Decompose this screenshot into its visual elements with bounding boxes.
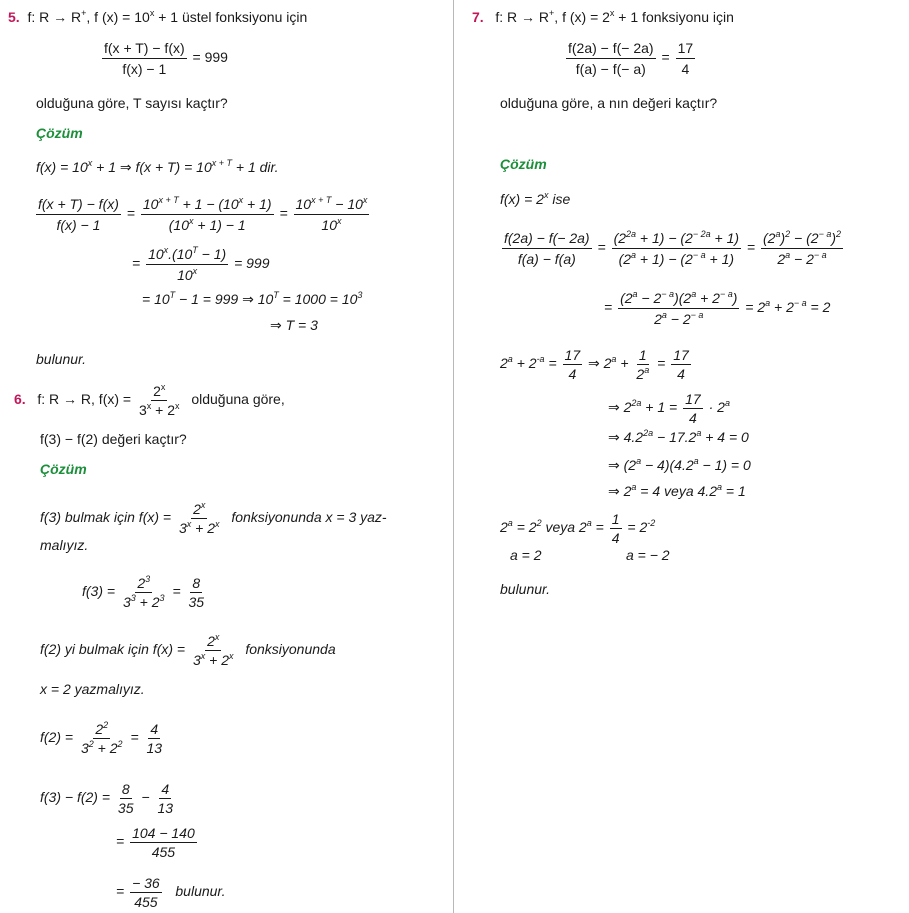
solution-line: $\frac{f(2a) - f(- 2a)}{f(a) - f(a)}$ = $\frac{(2^{2a} + 1) - (2^{- 2a} + 1)}{(2^a + 1) - (2^{- a} + 1)}$ = $\frac{(2^a)^2 - (2^{- a})^2}{2^a - 2^{- a}}$ bbox=[504, 229, 842, 267]
solution-result: ⇒ T = 3 bbox=[270, 317, 318, 333]
bulunur-text: bulunur. bbox=[36, 351, 87, 367]
solution-line: $f(x) = 10^x + 1$ ⇒ $f(x + T) = 10^{x + T} + 1$ dir. bbox=[36, 158, 279, 175]
problem-5-question: olduğuna göre, T sayısı kaçtır? bbox=[36, 95, 228, 111]
solution-line: f(3) bulmak için f(x) = $\frac{2^x}{3^x + 2^x}$ fonksiyonunda x = 3 yaz- bbox=[40, 500, 387, 536]
problem-5-condition: $\frac{f(x + T) - f(x)}{f(x) - 1}$ = 999 bbox=[104, 40, 228, 77]
solution-line: $2^a = 2^2$ veya $2^a$ = $\frac{1}{4}$ = $2^{-2}$ bbox=[500, 511, 656, 546]
problem-6-question: f(3) − f(2) değeri kaçtır? bbox=[40, 431, 187, 447]
problem-7-statement: 7. f: R → R+, f $(x) = 2^x + 1$ fonksiyonu için bbox=[472, 8, 734, 25]
solution-line: $f(x) = 2^x$ ise bbox=[500, 190, 571, 207]
solution-line: f(3) − f(2) = $\frac{8}{35}$ − $\frac{4}{13}$ bbox=[40, 781, 174, 816]
solution-line: = $\frac{104 - 140}{455}$ bbox=[116, 825, 195, 860]
solution-line: $2^a + 2^{-a}$ = $\frac{17}{4}$ ⇒ $2^a$ + $\frac{1}{2^a}$ = $\frac{17}{4}$ bbox=[500, 347, 689, 382]
problem-7-condition: $\frac{f(2a) - f(- 2a)}{f(a) - f(- a)}$ = $\frac{17}{4}$ bbox=[568, 40, 694, 77]
problem-number: 5. bbox=[8, 9, 20, 25]
solution-heading: Çözüm bbox=[40, 461, 87, 477]
column-divider bbox=[453, 0, 454, 913]
solution-line: f(2) = $\frac{2^2}{3^2 + 2^2}$ = $\frac{4}{13}$ bbox=[40, 720, 163, 756]
problem-7-question: olduğuna göre, a nın değeri kaçtır? bbox=[500, 95, 718, 111]
solution-heading: Çözüm bbox=[36, 125, 83, 141]
solution-line: $\frac{f(x + T) - f(x)}{f(x) - 1}$ = $\frac{10^{x + T} + 1 - (10^x + 1)}{(10^x + 1) - 1}$ = $\frac{10^{x + T} - 10^x}{10^x}$ bbox=[38, 195, 368, 233]
solution-line: a = − 2 bbox=[626, 547, 670, 563]
solution-line: = $\frac{(2^a - 2^{- a})(2^a + 2^{- a})}{2^a - 2^{- a}}$ = $2^a + 2^{- a} = 2$ bbox=[604, 289, 831, 327]
solution-heading: Çözüm bbox=[500, 156, 547, 172]
solution-line: x = 2 yazmalıyız. bbox=[40, 681, 145, 697]
solution-line: f(2) yi bulmak için f(x) = $\frac{2^x}{3^x + 2^x}$ fonksiyonunda bbox=[40, 632, 336, 668]
solution-line: ⇒ $(2^a - 4)(4.2^a - 1) = 0$ bbox=[608, 456, 751, 473]
problem-5-statement: 5. f: R → R+, f $(x) = 10^x + 1$ üstel fonksiyonu için bbox=[8, 8, 308, 25]
solution-line: = $\frac{- 36}{455}$ bulunur. bbox=[116, 875, 226, 910]
solution-line: malıyız. bbox=[40, 537, 89, 553]
problem-6-statement: 6. f: R → R, f(x) = $\frac{2^x}{3^x + 2^x}$ olduğuna göre, bbox=[14, 382, 285, 418]
solution-line: = $10^T - 1 = 999$ ⇒ $10^T = 1000 = 10^3$ bbox=[142, 290, 363, 307]
solution-line: a = 2 bbox=[510, 547, 542, 563]
solution-line: = $\frac{10^x.(10^T - 1)}{10^x}$ = 999 bbox=[132, 245, 270, 283]
bulunur-text: bulunur. bbox=[500, 581, 551, 597]
problem-number: 6. bbox=[14, 391, 26, 408]
solution-line: ⇒ $4.2^{2a} - 17.2^a + 4 = 0$ bbox=[608, 428, 749, 445]
solution-line: f(3) = $\frac{2^3}{3^3 + 2^3}$ = $\frac{8}{35}$ bbox=[82, 574, 205, 610]
solution-line: ⇒ $2^a = 4$ veya 4.2$^a$ = 1 bbox=[608, 482, 746, 499]
problem-number: 7. bbox=[472, 9, 484, 25]
solution-line: ⇒ $2^{2a} + 1$ = $\frac{17}{4}$ · $2^a$ bbox=[608, 391, 730, 426]
